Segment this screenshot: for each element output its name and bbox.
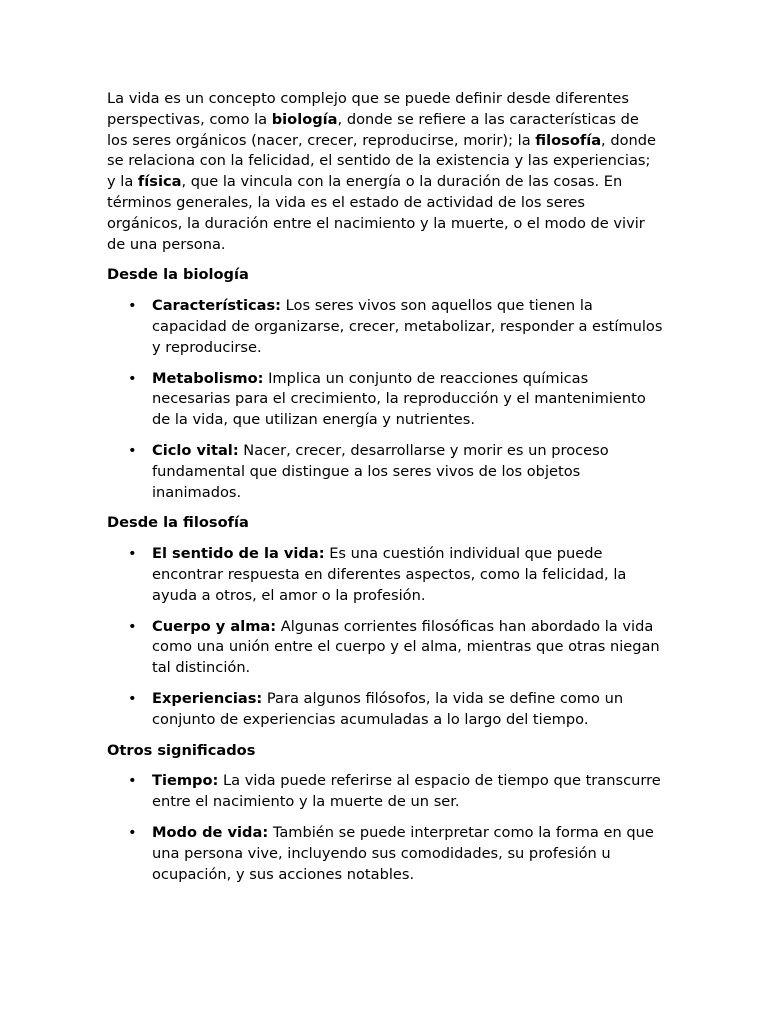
list-item [107,544,663,606]
bullet-icon: • [128,689,137,707]
item-term: Experiencias: [152,689,263,707]
section-heading-filosofia: Desde la filosofía [107,514,249,532]
list-item [107,689,663,731]
item-text: Para algunos filósofos, la vida se define como un conjunto de experiencias acumuladas a lo largo del tiempo. [152,689,624,728]
bullet-icon: • [128,823,137,841]
intro-bold-term: física [137,173,182,191]
intro-paragraph [107,89,663,255]
list-item [107,823,663,885]
item-term: Modo de vida: [152,823,269,841]
list-item [107,617,663,679]
item-term: Metabolismo: [152,369,264,387]
item-term: El sentido de la vida: [152,545,325,563]
item-text: Implica un conjunto de reacciones químicas necesarias para el crecimiento, la reproducción y el mantenimiento de la vida, que utilizan energía y nutrientes. [152,369,646,429]
item-term: Ciclo vital: [152,441,239,459]
item-text: Es una cuestión individual que puede encontrar respuesta en diferentes aspectos, como la felicidad, la ayuda a otros, el amor o la profesión. [152,545,627,604]
section-heading-biologia: Desde la biología [107,266,249,284]
list-item [107,369,663,431]
bullet-icon: • [128,369,137,387]
item-text: Los seres vivos son aquellos que tienen la capacidad de organizarse, crecer, metabolizar, responder a estímulos y reproducirse. [152,297,663,356]
list-item [107,296,663,358]
section-list-filosofia [107,544,663,730]
bullet-icon: • [128,545,137,563]
intro-bold-term: filosofía [535,131,602,149]
section-list-biologia [107,296,663,503]
bullet-icon: • [128,297,137,315]
item-term: Características: [152,297,282,315]
intro-text: , donde se relaciona con la felicidad, el sentido de la existencia y las experiencias; y la [107,131,657,191]
intro-text: La vida es un concepto complejo que se puede definir desde diferentes perspectivas, como la [107,90,629,128]
section-list-otros [107,771,663,885]
intro-bold-term: biología [271,110,338,128]
item-term: Tiempo: [152,772,219,790]
list-item [107,441,663,503]
section-heading-otros: Otros significados [107,741,256,759]
item-text: La vida puede referirse al espacio de tiempo que transcurre entre el nacimiento y la muerte de un ser. [152,772,661,811]
item-term: Cuerpo y alma: [152,617,277,635]
item-text: Nacer, crecer, desarrollarse y morir es un proceso fundamental que distingue a los seres vivos de los objetos inanimados. [152,441,609,501]
item-text: Algunas corrientes filosóficas han abordado la vida como una unión entre el cuerpo y el alma, mientras que otras niegan tal distinción. [152,617,660,677]
bullet-icon: • [128,617,137,635]
intro-text: , que la vincula con la energía o la duración de las cosas. En términos generales, la vida es el estado de actividad de los seres orgánicos, la duración entre el nacimiento y la muerte, o el modo de vivir de una persona. [107,173,645,253]
bullet-icon: • [128,441,137,459]
intro-text: , donde se refiere a las características de los seres orgánicos (nacer, crecer, reproducirse, morir); la [107,110,639,149]
bullet-icon: • [128,772,137,790]
item-text: También se puede interpretar como la forma en que una persona vive, incluyendo sus comodidades, su profesión u ocupación, y sus acciones notables. [152,823,654,883]
list-item [107,771,663,813]
document-page [107,89,663,895]
